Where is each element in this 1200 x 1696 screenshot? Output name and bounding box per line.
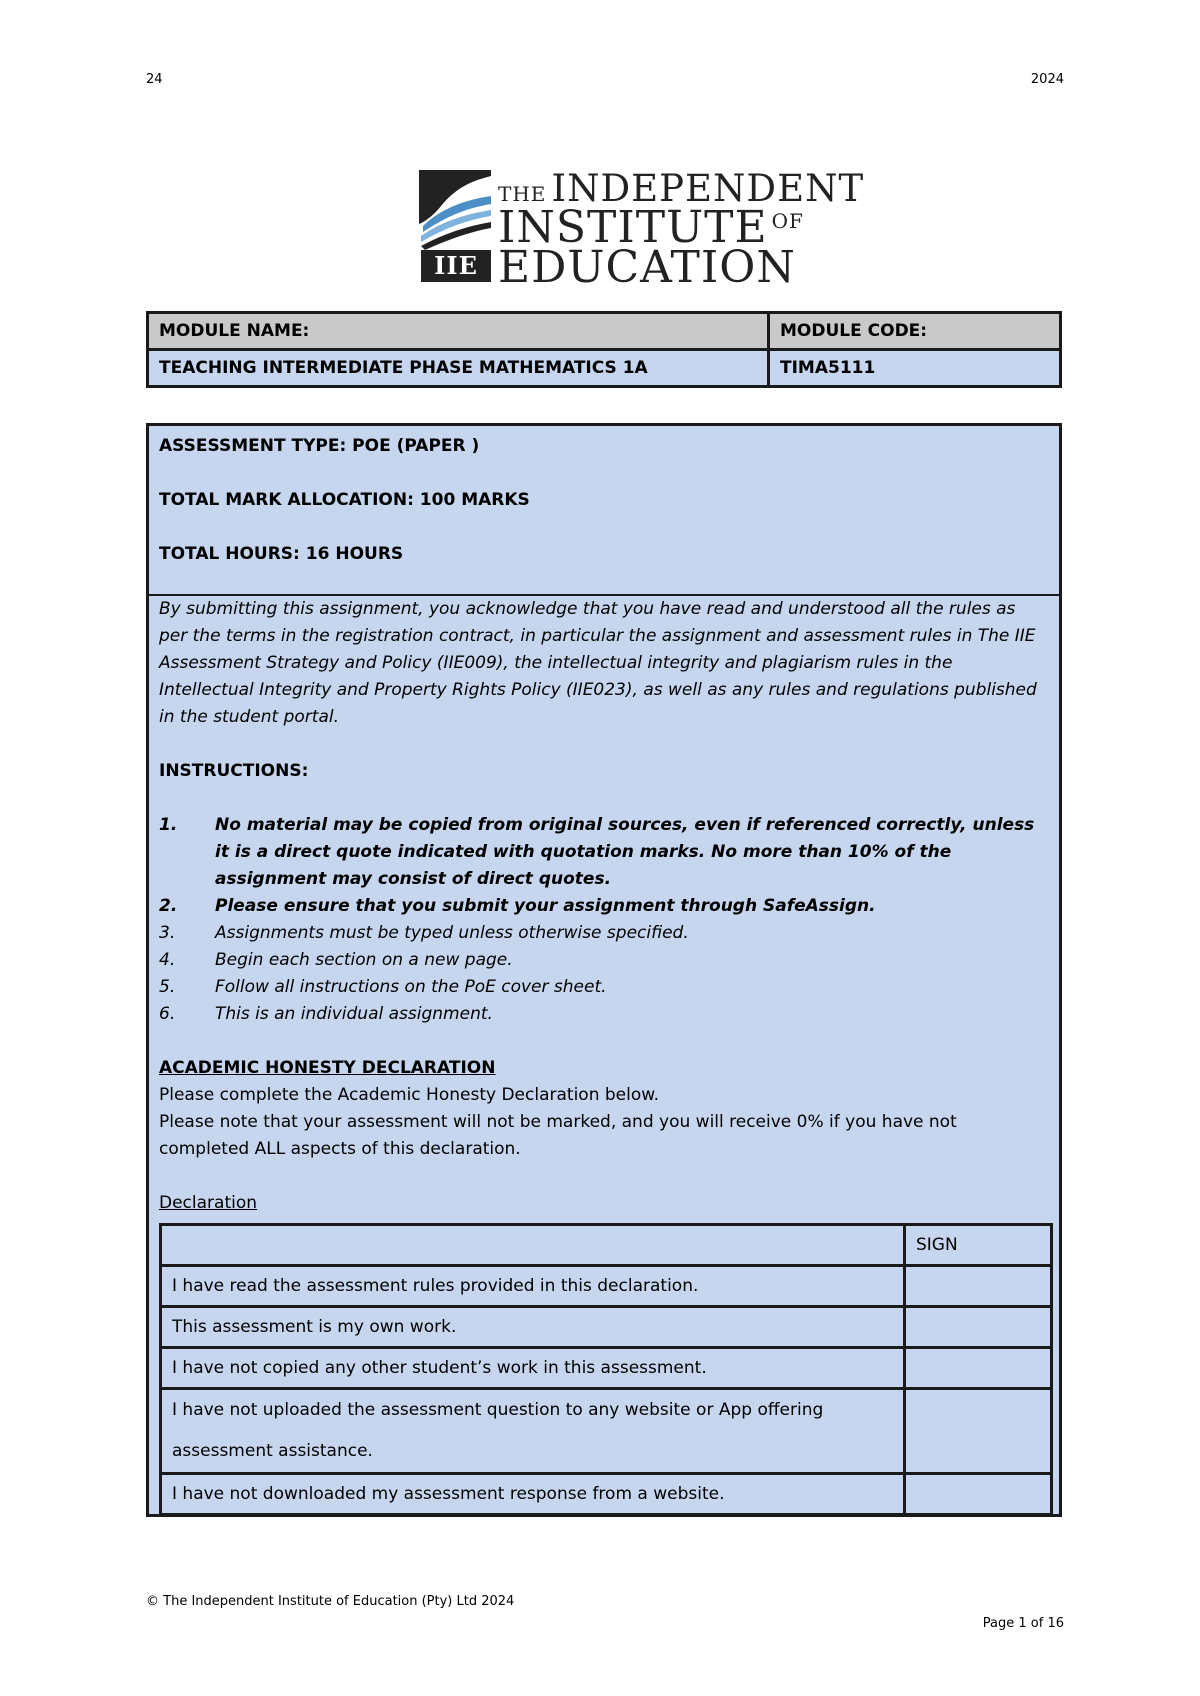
iie-logo [419,167,865,293]
table-row [161,1225,1052,1266]
table-row [161,1389,1052,1474]
honesty-heading: ACADEMIC HONESTY DECLARATION [159,1058,496,1078]
sign-cell[interactable] [905,1389,1052,1474]
declaration-label: Declaration [159,1193,258,1213]
declaration-statement: This assessment is my own work. [161,1307,905,1348]
honesty-line-1: Please complete the Academic Honesty Declaration below. [159,1085,659,1105]
table-row [161,1474,1052,1515]
module-name-value: TEACHING INTERMEDIATE PHASE MATHEMATICS 1A [148,350,769,387]
assessment-type: ASSESSMENT TYPE: POE (PAPER ) [159,436,480,456]
table-row [161,1307,1052,1348]
footer-page-number: Page 1 of 16 [982,1616,1064,1631]
logo-of: OF [771,209,804,233]
total-marks: TOTAL MARK ALLOCATION: 100 MARKS [159,490,530,510]
list-item: 6. This is an individual assignment. [159,1004,493,1024]
list-item: 5. Follow all instructions on the PoE cover sheet. [159,977,607,997]
instructions-list [159,812,1047,1028]
list-item: 3. Assignments must be typed unless otherwise specified. [159,923,689,943]
sign-cell[interactable] [905,1266,1052,1307]
assessment-box [146,423,1062,1517]
sign-cell[interactable] [905,1474,1052,1515]
total-hours: TOTAL HOURS: 16 HOURS [159,544,404,564]
declaration-table [159,1223,1053,1516]
module-name-label: MODULE NAME: [148,313,769,350]
logo-the: THE [498,182,547,206]
table-row [161,1348,1052,1389]
footer-copyright: © The Independent Institute of Education (Pty) Ltd 2024 [146,1594,515,1609]
module-code-label: MODULE CODE: [769,313,1061,350]
assessment-summary [149,426,1059,596]
list-item: 2. Please ensure that you submit your assignment through SafeAssign. [159,896,876,916]
logo-independent: INDEPENDENT [551,167,865,210]
sign-cell[interactable] [905,1307,1052,1348]
declaration-statement: I have read the assessment rules provided in this declaration. [161,1266,905,1307]
declaration-statement: I have not uploaded the assessment question to any website or App offering assessment assistance. [161,1389,905,1474]
list-item: 4. Begin each section on a new page. [159,950,513,970]
declaration-statement: I have not downloaded my assessment response from a website. [161,1474,905,1515]
sign-cell[interactable] [905,1348,1052,1389]
submission-acknowledgement: By submitting this assignment, you acknowledge that you have read and understood all the rules as per the terms in the registration contract, in particular the assignment and assessment rules in The IIE Assessment Strategy and Policy (IIE009), the intellectual integrity and plagiarism rules in the Intellectual Integrity and Property Rights Policy (IIE023), as well as any rules and regulations published in the student portal. [159,599,1037,727]
list-item: 1. No material may be copied from original sources, even if referenced correctly, unless it is a direct quote indicated with quotation marks. No more than 10% of the assignment may consist of direct quotes. [159,815,1035,889]
declaration-statement: I have not copied any other student’s work in this assessment. [161,1348,905,1389]
instructions-heading: INSTRUCTIONS: [159,761,309,781]
sign-header: SIGN [905,1225,1052,1266]
logo-badge: IIE [421,250,491,282]
logo-institute: INSTITUTE [498,202,768,253]
header-left-number: 24 [146,72,163,87]
declaration-header-blank [161,1225,905,1266]
table-row [161,1266,1052,1307]
logo-emblem [419,170,491,282]
logo-wave-icon [419,170,491,250]
logo-education: EDUCATION [498,242,796,293]
assessment-body [159,596,1047,1217]
module-table [146,311,1062,388]
module-code-value: TIMA5111 [769,350,1061,387]
honesty-line-2: Please note that your assessment will not be marked, and you will receive 0% if you have not completed ALL aspects of this declaration. [159,1112,957,1159]
header-year: 2024 [1030,72,1064,87]
